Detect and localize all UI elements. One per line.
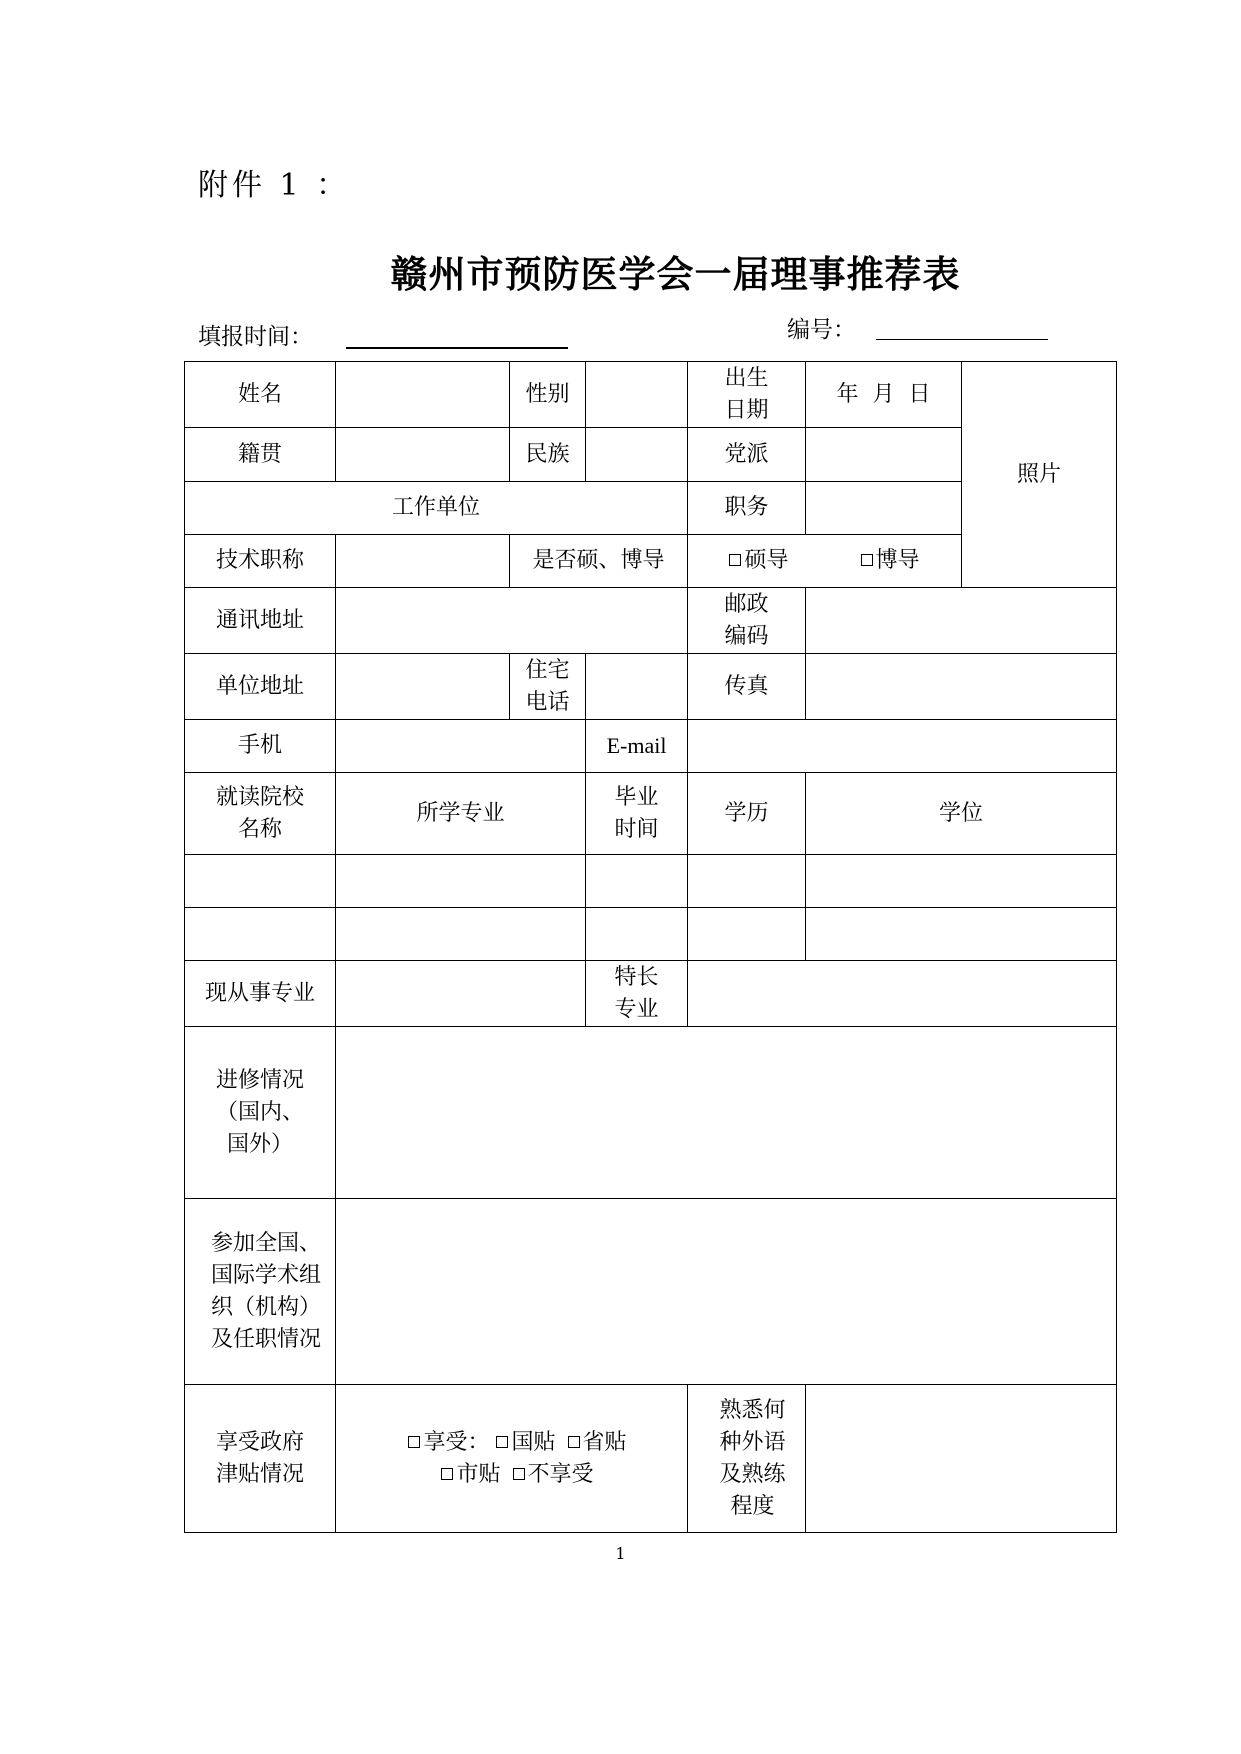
enjoy-checkbox[interactable]: 享受： xyxy=(408,1430,489,1455)
fill-time-label: 填报时间： xyxy=(198,324,313,350)
name-label: 姓名 xyxy=(185,362,336,428)
page-number: 1 xyxy=(615,1544,626,1563)
training-label: 进修情况 （国内、 国外） xyxy=(185,1027,336,1199)
national-subsidy-checkbox[interactable]: 国贴 xyxy=(496,1430,555,1455)
major-field[interactable] xyxy=(336,908,586,961)
graduation-time-field[interactable] xyxy=(586,855,688,908)
school-field[interactable] xyxy=(185,908,336,961)
foreign-language-label: 熟悉何 种外语 及熟练 程度 xyxy=(688,1385,806,1533)
academic-org-label: 参加全国、 国际学术组 织（机构） 及任职情况 xyxy=(185,1199,336,1385)
address-field[interactable] xyxy=(336,588,688,654)
postal-code-label: 邮政 编码 xyxy=(688,588,806,654)
training-field[interactable] xyxy=(336,1027,1117,1199)
fax-field[interactable] xyxy=(806,654,1117,720)
ethnicity-field[interactable] xyxy=(586,428,688,482)
mobile-field[interactable] xyxy=(336,720,586,773)
checkbox-icon xyxy=(729,554,741,566)
graduation-time-label: 毕业 时间 xyxy=(586,773,688,855)
degree-field[interactable] xyxy=(806,855,1117,908)
unit-address-field[interactable] xyxy=(336,654,510,720)
email-field[interactable] xyxy=(688,720,1117,773)
mobile-label: 手机 xyxy=(185,720,336,773)
education-label: 学历 xyxy=(688,773,806,855)
school-label: 就读院校 名称 xyxy=(185,773,336,855)
address-label: 通讯地址 xyxy=(185,588,336,654)
current-major-label: 现从事专业 xyxy=(185,961,336,1027)
master-supervisor-checkbox[interactable]: 硕导 xyxy=(729,548,788,573)
attachment-label: 附件 1 ： xyxy=(198,168,351,203)
major-field[interactable] xyxy=(336,855,586,908)
number-label: 编号： xyxy=(787,317,856,343)
birth-date-field[interactable]: 年 月 日 xyxy=(806,362,962,428)
number-field[interactable] xyxy=(876,319,1048,340)
gender-field[interactable] xyxy=(586,362,688,428)
education-field[interactable] xyxy=(688,908,806,961)
unit-address-label: 单位地址 xyxy=(185,654,336,720)
duty-label: 职务 xyxy=(688,482,806,535)
form-title: 赣州市预防医学会一届理事推荐表 xyxy=(390,252,961,296)
checkbox-icon xyxy=(496,1436,508,1448)
fax-label: 传真 xyxy=(688,654,806,720)
education-field[interactable] xyxy=(688,855,806,908)
gender-label: 性别 xyxy=(510,362,586,428)
email-label: E-mail xyxy=(586,720,688,773)
specialty-field[interactable] xyxy=(688,961,1117,1027)
school-field[interactable] xyxy=(185,855,336,908)
name-field[interactable] xyxy=(336,362,510,428)
subsidy-label: 享受政府 津贴情况 xyxy=(185,1385,336,1533)
party-label: 党派 xyxy=(688,428,806,482)
party-field[interactable] xyxy=(806,428,962,482)
photo-box: 照片 xyxy=(962,362,1117,588)
work-unit-label: 工作单位 xyxy=(185,482,688,535)
postal-code-field[interactable] xyxy=(806,588,1117,654)
tech-title-field[interactable] xyxy=(336,535,510,588)
checkbox-icon xyxy=(568,1436,580,1448)
specialty-label: 特长 专业 xyxy=(586,961,688,1027)
checkbox-icon xyxy=(513,1468,525,1480)
degree-label: 学位 xyxy=(806,773,1117,855)
academic-org-field[interactable] xyxy=(336,1199,1117,1385)
duty-field[interactable] xyxy=(806,482,962,535)
current-major-field[interactable] xyxy=(336,961,586,1027)
native-place-field[interactable] xyxy=(336,428,510,482)
city-subsidy-checkbox[interactable]: 市贴 xyxy=(441,1462,500,1487)
provincial-subsidy-checkbox[interactable]: 省贴 xyxy=(568,1430,627,1455)
checkbox-icon xyxy=(408,1436,420,1448)
major-label: 所学专业 xyxy=(336,773,586,855)
foreign-language-field[interactable] xyxy=(806,1385,1117,1533)
fill-time-field[interactable] xyxy=(346,325,568,349)
supervisor-question-label: 是否硕、博导 xyxy=(510,535,688,588)
doctor-supervisor-checkbox[interactable]: 博导 xyxy=(861,548,920,573)
tech-title-label: 技术职称 xyxy=(185,535,336,588)
home-phone-field[interactable] xyxy=(586,654,688,720)
no-subsidy-checkbox[interactable]: 不享受 xyxy=(513,1462,594,1487)
home-phone-label: 住宅 电话 xyxy=(510,654,586,720)
checkbox-icon xyxy=(861,554,873,566)
recommendation-form-table xyxy=(184,361,1117,1533)
ethnicity-label: 民族 xyxy=(510,428,586,482)
birth-date-label: 出生 日期 xyxy=(688,362,806,428)
supervisor-options xyxy=(688,535,962,588)
graduation-time-field[interactable] xyxy=(586,908,688,961)
subsidy-options xyxy=(336,1385,688,1533)
degree-field[interactable] xyxy=(806,908,1117,961)
checkbox-icon xyxy=(441,1468,453,1480)
native-place-label: 籍贯 xyxy=(185,428,336,482)
